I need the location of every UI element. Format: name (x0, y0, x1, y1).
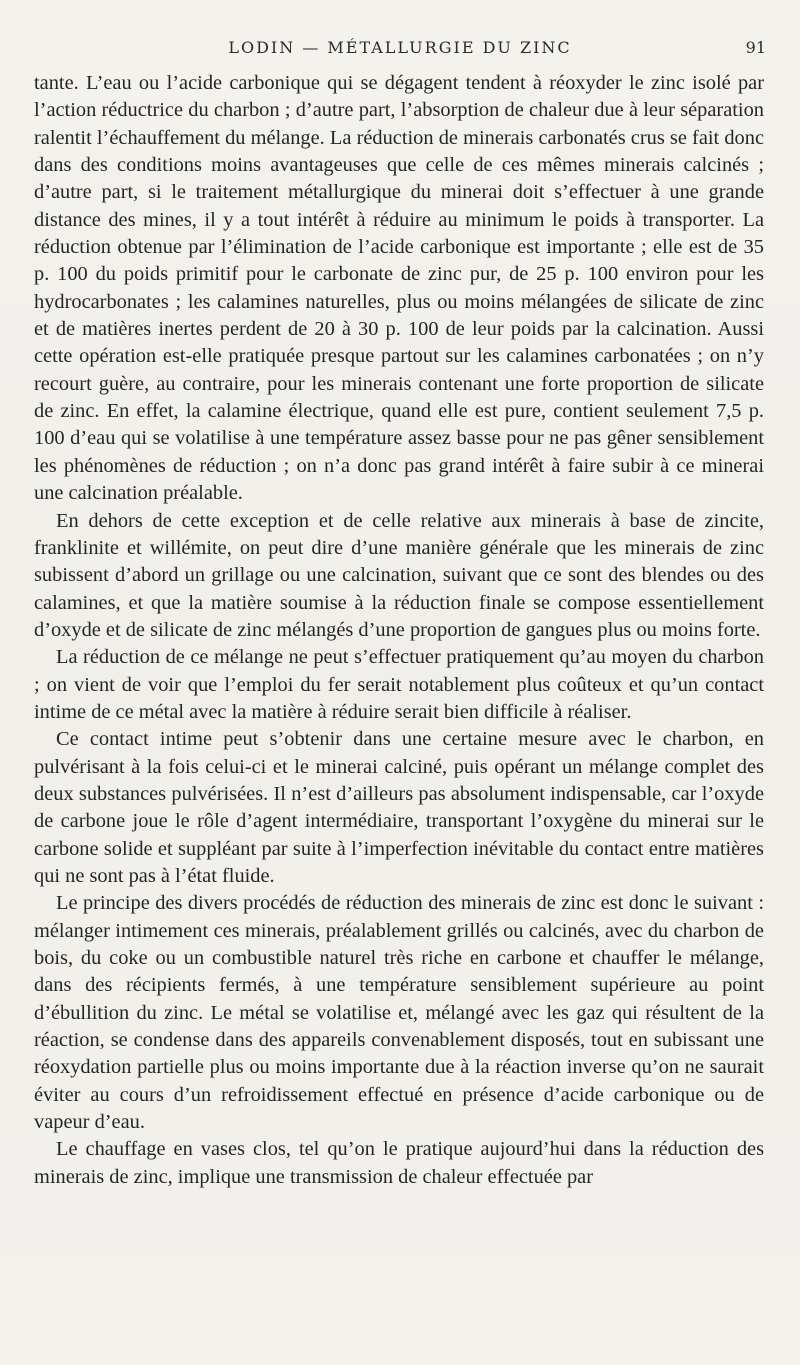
paragraph: Le chauffage en vases clos, tel qu’on le pratique aujourd’hui dans la réduction des minerais de zinc, implique une transmission de chaleur effectuée par (34, 1138, 764, 1188)
paragraph: Le principe des divers procédés de réduction des minerais de zinc est donc le suivant : mélanger intimement ces minerais, préalablement grillés ou calcinés, avec du charbon de bois, du coke ou un combustible naturel très riche en carbone et chauffer le mélange, dans des récipients fermés, à une température sensiblement supérieure au point d’ébullition du zinc. Le métal se volatilise et, mélangé avec les gaz qui résultent de la réaction, se condense dans des appareils convenablement disposés, tout en subissant une réoxydation partielle plus ou moins importante due à la réaction inverse qu’on ne saurait éviter au cours d’un refroidissement effectué en présence d’acide carbonique ou de vapeur d’eau. (34, 892, 764, 1134)
paragraph: La réduction de ce mélange ne peut s’effectuer pratiquement qu’au moyen du charbon ; on vient de voir que l’emploi du fer serait notablement plus coûteux et qu’un contact intime de ce métal avec la matière à réduire serait bien difficile à réaliser. (34, 646, 764, 723)
running-title: LODIN — MÉTALLURGIE DU ZINC (228, 38, 572, 57)
page-header (34, 34, 766, 62)
paragraph: tante. L’eau ou l’acide carbonique qui se dégagent tendent à réoxyder le zinc isolé par l’action réductrice du charbon ; d’autre part, l’absorption de chaleur due à leur séparation ralentit l’échauffement du mélange. La réduction de minerais carbonatés crus se fait donc dans des conditions moins avantageuses que celle de ces mêmes minerais calcinés ; d’autre part, si le traitement métallurgique du minerai doit s’effectuer à une grande distance des mines, il y a tout intérêt à réduire au minimum le poids à transporter. La réduction obtenue par l’élimination de l’acide carbonique est importante ; elle est de 35 p. 100 du poids primitif pour le carbonate de zinc pur, de 25 p. 100 environ pour les hydrocarbonates ; les calamines naturelles, plus ou moins mélangées de silicate de zinc et de matières inertes perdent de 20 à 30 p. 100 de leur poids par la calcination. Aussi cette opération est-elle pratiquée presque partout sur les calamines carbonatées ; on n’y recourt guère, au contraire, pour les minerais contenant une forte proportion de silicate de zinc. En effet, la calamine électrique, quand elle est pure, contient seulement 7,5 p. 100 d’eau qui se volatilise à une température assez basse pour ne pas gêner sensiblement les phénomènes de réduction ; on n’a donc pas grand intérêt à faire subir à ce minerai une calcination préalable. (34, 72, 764, 505)
page-number: 91 (745, 38, 766, 57)
body-text (34, 70, 764, 1191)
paragraph: En dehors de cette exception et de celle relative aux minerais à base de zincite, franklinite et willémite, on peut dire d’une manière générale que les minerais de zinc subissent d’abord un grillage ou une calcination, suivant que ce sont des blendes ou des calamines, et que la matière soumise à la réduction finale se compose essentiellement d’oxyde et de silicate de zinc mélangés d’une proportion de gangues plus ou moins forte. (34, 509, 764, 641)
paragraph: Ce contact intime peut s’obtenir dans une certaine mesure avec le charbon, en pulvérisant à la fois celui-ci et le minerai calciné, puis opérant un mélange complet des deux substances pulvérisées. Il n’est d’ailleurs pas absolument indispensable, car l’oxyde de carbone joue le rôle d’agent intermédiaire, transportant l’oxygène du minerai sur le carbone solide et suppléant par suite à l’imperfection inévitable du contact entre matières qui ne sont pas à l’état fluide. (34, 728, 764, 887)
